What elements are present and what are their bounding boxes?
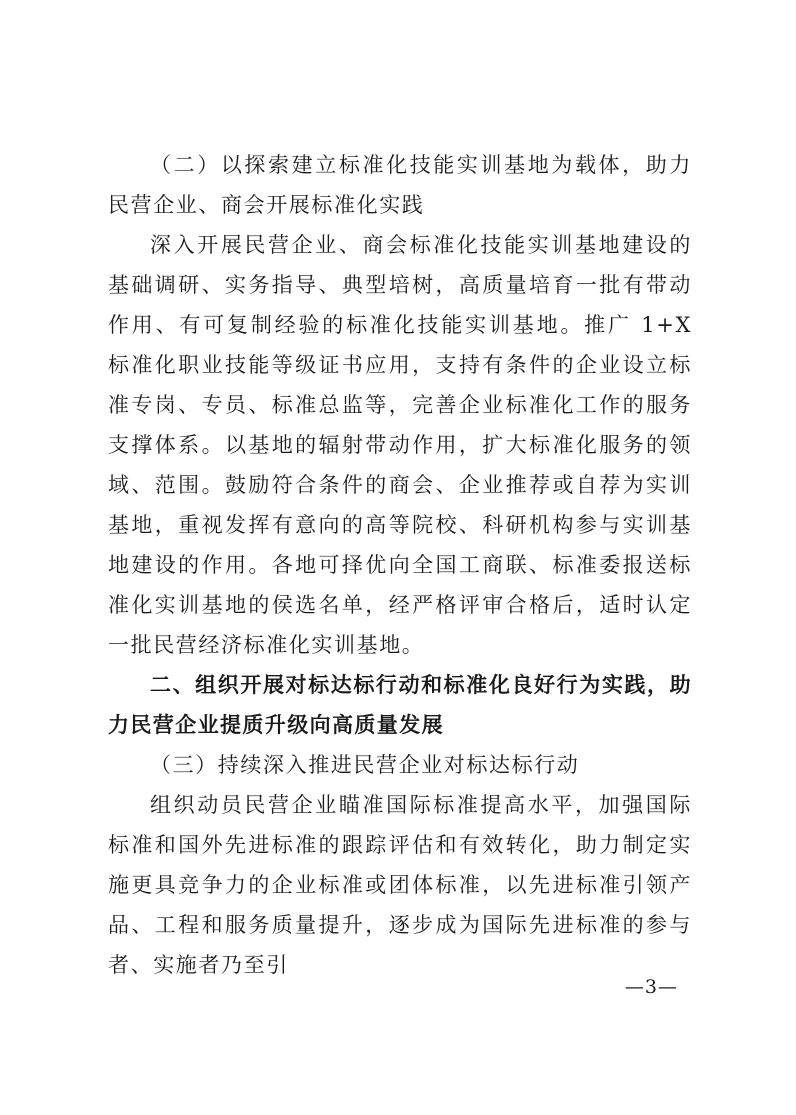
body-paragraph-2: 组织动员民营企业瞄准国际标准提高水平，加强国际标准和国外先进标准的跟踪评估和有效转化，助力制定实施更具竞争力的企业标准或团体标准，以先进标准引领产品、工程和服务质量提升，逐步成为国际先进标准的参与者、实施者乃至引: [108, 793, 692, 977]
body-paragraph-1: 深入开展民营企业、商会标准化技能实训基地建设的基础调研、实务指导、典型培树，高质量培育一批有带动作用、有可复制经验的标准化技能实训基地。推广 1+X 标准化职业技能等级证书应用，支持有条件的企业设立标准专岗、专员、标准总监等，完善企业标准化工作的服务支撑体系。以基地的辐射带动作用，扩大标准化服务的领域、范围。鼓励符合条件的商会、企业推荐或自荐为实训基地，重视发挥有意向的高等院校、科研机构参与实训基地建设的作用。各地可择优向全国工商联、标准委报送标准化实训基地的侯选名单，经严格评审合格后，适时认定一批民营经济标准化实训基地。: [108, 233, 692, 657]
subheading-3: （三）持续深入推进民营企业对标达标行动: [150, 753, 580, 777]
subheading-2: （二）以探索建立标准化技能实训基地为载体，助力民营企业、商会开展标准化实践: [108, 153, 692, 217]
page-number: —3—: [624, 976, 678, 998]
section-heading-2: 二、组织开展对标达标行动和标准化良好行为实践，助力民营企业提质升级向高质量发展: [108, 673, 692, 737]
